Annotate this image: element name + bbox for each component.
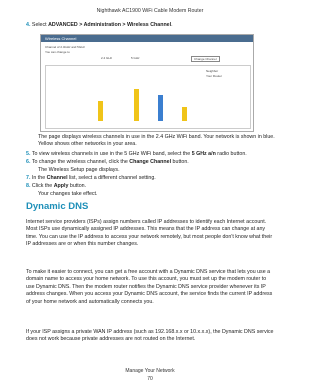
chart-bar	[182, 107, 187, 121]
screenshot-radio-5: 5 GHz	[131, 56, 140, 60]
chart-bar	[134, 89, 139, 121]
chart-bar	[158, 95, 163, 121]
para-channel-description: The page displays wireless channels in use in the 2.4 GHz WiFi band. Your network is shown in blue. Yellow shows other networks in your area.	[38, 134, 275, 148]
legend-neighbor: Neighbor	[206, 69, 219, 73]
chart-bar	[98, 101, 103, 121]
section-title-dynamic-dns: Dynamic DNS	[26, 201, 89, 212]
step-7: 7. In the Channel list, select a different channel setting.	[26, 175, 156, 181]
step-4: 4. Select ADVANCED > Administration > Wireless Channel.	[26, 22, 173, 28]
step-8: 8. Click the Apply button.	[26, 183, 87, 189]
step-6-result: The Wireless Setup page displays.	[38, 167, 120, 173]
screenshot-change-channel-button: Change Channel	[191, 56, 220, 62]
screenshot-line2: You can change to	[45, 50, 70, 54]
screenshot-title-bar: Wireless Channel	[41, 35, 253, 42]
channel-chart	[45, 65, 251, 129]
step-8-result: Your changes take effect.	[38, 191, 98, 197]
legend-your-router: Your Router	[206, 74, 222, 78]
step-6: 6. To change the wireless channel, click the Change Channel button.	[26, 159, 189, 165]
para-isp: Internet service providers (ISPs) assign numbers called IP addresses to identify each Internet account. Most ISPs use dynamically assigned IP addresses. This means that the IP address can change at any time. You can use the IP address to access your network remotely, but most people don't know what their IP addresses are or when this number changes.	[26, 219, 273, 248]
screenshot-radio-24: 2.4 GHz	[101, 56, 113, 60]
page-header: Nighthawk AC1900 WiFi Cable Modem Router	[96, 8, 204, 14]
screenshot-line1: Channel of 2.4GHz and 5GHz	[45, 45, 85, 49]
page-footer: Manage Your Network	[125, 368, 175, 374]
page-number: 70	[147, 376, 153, 382]
step-5: 5. To view wireless channels in use in the 5 GHz WiFi band, select the 5 GHz a/n radio button.	[26, 151, 247, 157]
para-private-wan: If your ISP assigns a private WAN IP address (such as 192.168.x.x or 10.x.x.x), the Dynamic DNS service does not work because private addresses are not routed on the Internet.	[26, 329, 274, 343]
wireless-channel-screenshot	[40, 34, 254, 132]
para-free-account: To make it easier to connect, you can get a free account with a Dynamic DNS service that lets you use a domain name to access your home network. To use this account, you must set up the modem router to use Dynamic DNS. Then the modem router notifies the Dynamic DNS service provider whenever its IP address changes. When you access your Dynamic DNS account, the service finds the current IP address of your home network and automatically connects you.	[26, 269, 273, 305]
